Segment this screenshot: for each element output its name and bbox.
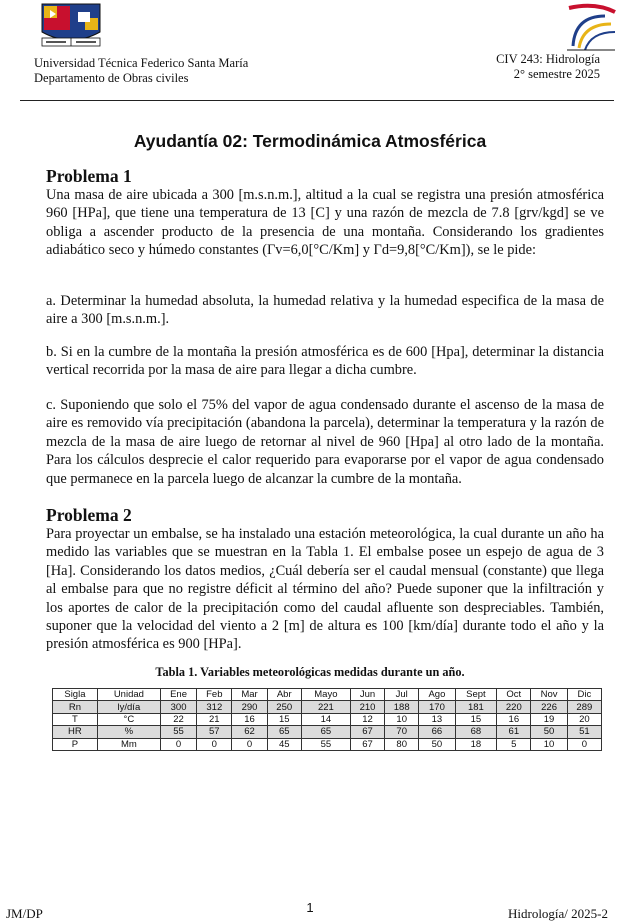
problem-2-heading: Problema 2 — [46, 505, 132, 525]
page-number: 1 — [306, 900, 314, 915]
table-cell: 16 — [497, 713, 531, 725]
table-header-row — [53, 689, 602, 701]
problem-1-intro: Una masa de aire ubicada a 300 [m.s.n.m.], altitud a la cual se registra una presión atmosférica 960 [HPa], que tiene una temperatura de 13 [C] y una razón de mezcla de 7.8 [grv/kgd] se ve obliga a ascender producto de la presencia de una montaña. Considerando los gradientes adiabático seco y húmedo constantes (Γv=6,0[°C/Km] y Γd=9,8[°C/Km]), se le pide: — [46, 187, 604, 259]
table-header-cell: Dic — [567, 689, 601, 701]
table-header-cell: Oct — [497, 689, 531, 701]
table-header-cell: Ene — [160, 689, 196, 701]
table-cell: 20 — [567, 713, 601, 725]
table-cell: 65 — [267, 726, 301, 738]
table-header-cell: Sigla — [53, 689, 98, 701]
table-cell: 55 — [160, 726, 196, 738]
table-header-cell: Ago — [419, 689, 455, 701]
table-header-cell: Feb — [197, 689, 232, 701]
table-cell: 221 — [301, 701, 350, 713]
table-cell: 289 — [567, 701, 601, 713]
university-name: Universidad Técnica Federico Santa María — [34, 56, 249, 70]
table-cell: 14 — [301, 713, 350, 725]
course-name: CIV 243: Hidrología — [496, 52, 600, 66]
document-title: Ayudantía 02: Termodinámica Atmosférica — [133, 131, 487, 151]
table-cell: 66 — [419, 726, 455, 738]
table-cell: 67 — [350, 726, 384, 738]
table-cell: 19 — [531, 713, 567, 725]
table-cell: 45 — [267, 738, 301, 750]
table-cell: 13 — [419, 713, 455, 725]
table-cell: 0 — [232, 738, 267, 750]
table-cell: 181 — [455, 701, 497, 713]
table-cell: 210 — [350, 701, 384, 713]
table-cell: 50 — [531, 726, 567, 738]
table-cell: ly/día — [97, 701, 160, 713]
table-header-cell: Unidad — [97, 689, 160, 701]
problem-1-part-b: b. Si en la cumbre de la montaña la presión atmosférica es de 600 [Hpa], determinar la distancia vertical recorrida por la masa de aire para llegar a dicha cumbre. — [46, 344, 604, 379]
table-cell: % — [97, 726, 160, 738]
table-row-hr — [53, 726, 602, 738]
problem-1-part-c: c. Suponiendo que solo el 75% del vapor de agua condensado durante el ascenso de la masa de aire es removido vía precipitación (abandona la parcela), determinar la temperatura y la razón de mezcla de la masa de aire luego de retornar al nivel de 960 [Hpa] al otro lado de la montaña. Para los cálculos desprecie el calor requerido para evaporarse por el vapor de agua condensado que permanece en la parcela luego de alcanzar la cumbre de la montaña. — [46, 397, 604, 487]
table-cell: 67 — [350, 738, 384, 750]
table-cell: 22 — [160, 713, 196, 725]
header-right — [496, 52, 600, 82]
table-cell: 80 — [385, 738, 419, 750]
table-cell: 250 — [267, 701, 301, 713]
table-cell: 0 — [197, 738, 232, 750]
table-cell: 170 — [419, 701, 455, 713]
table-header-cell: Jul — [385, 689, 419, 701]
table-cell: 18 — [455, 738, 497, 750]
header-left — [34, 56, 248, 86]
table-cell: 57 — [197, 726, 232, 738]
table-row-rn — [53, 701, 602, 713]
problem-2-text: Para proyectar un embalse, se ha instalado una estación meteorológica, la cual durante un año ha medido las variables que se muestran en la Tabla 1. El embalse posee un espejo de agua de 3 [Ha]. Considerando los datos medios, ¿Cuál debería ser el caudal mensual (constante) que llega al embalse para que no registre déficit al término del año? Puede suponer que la infiltración y los aportes de calor de la precipitación como del caudal afluente son despreciables. También, suponer que la velocidad del viento a 2 [m] de altura es 100 [km/día] durante todo el año y la presión atmosférica es 900 [HPa]. — [46, 526, 604, 653]
table-cell: 312 — [197, 701, 232, 713]
table-cell: 61 — [497, 726, 531, 738]
table-cell: °C — [97, 713, 160, 725]
table-cell: 0 — [567, 738, 601, 750]
table-cell: 21 — [197, 713, 232, 725]
footer-authors: JM/DP — [6, 906, 43, 921]
table-header-cell: Mar — [232, 689, 267, 701]
meteorological-table — [52, 688, 602, 751]
table-cell: 16 — [232, 713, 267, 725]
table-cell: 226 — [531, 701, 567, 713]
table-cell: 5 — [497, 738, 531, 750]
problem-1-heading: Problema 1 — [46, 166, 132, 186]
problem-1-part-a: a. Determinar la humedad absoluta, la humedad relativa y la humedad especifica de la masa de aire a 300 [m.s.n.m.]. — [46, 293, 604, 328]
table-cell: 220 — [497, 701, 531, 713]
table-cell: 12 — [350, 713, 384, 725]
table-cell: 68 — [455, 726, 497, 738]
table-cell: 50 — [419, 738, 455, 750]
table-cell: Mm — [97, 738, 160, 750]
table-cell: P — [53, 738, 98, 750]
table-header-cell: Sept — [455, 689, 497, 701]
table-header-cell: Mayo — [301, 689, 350, 701]
department-emblem-logo — [565, 2, 617, 52]
table-header-cell: Abr — [267, 689, 301, 701]
table-cell: 10 — [531, 738, 567, 750]
header-divider — [20, 100, 614, 101]
table-cell: 70 — [385, 726, 419, 738]
department-name: Departamento de Obras civiles — [34, 71, 189, 85]
table-header-cell: Jun — [350, 689, 384, 701]
table-cell: 65 — [301, 726, 350, 738]
table-cell: 300 — [160, 701, 196, 713]
table-cell: 10 — [385, 713, 419, 725]
footer-course: Hidrología/ 2025-2 — [507, 906, 608, 921]
table-header-cell: Nov — [531, 689, 567, 701]
table-cell: 51 — [567, 726, 601, 738]
table-cell: 290 — [232, 701, 267, 713]
semester: 2° semestre 2025 — [513, 67, 600, 81]
table-row-t — [53, 713, 602, 725]
table-cell: 0 — [160, 738, 196, 750]
table-cell: 15 — [267, 713, 301, 725]
table-row-p — [53, 738, 602, 750]
table-cell: 15 — [455, 713, 497, 725]
table-cell: 188 — [385, 701, 419, 713]
table-cell: T — [53, 713, 98, 725]
table-cell: 55 — [301, 738, 350, 750]
table-cell: HR — [53, 726, 98, 738]
table-cell: 62 — [232, 726, 267, 738]
university-crest-logo — [36, 2, 106, 50]
table-caption: Tabla 1. Variables meteorológicas medidas durante un año. — [155, 665, 465, 679]
table-cell: Rn — [53, 701, 98, 713]
